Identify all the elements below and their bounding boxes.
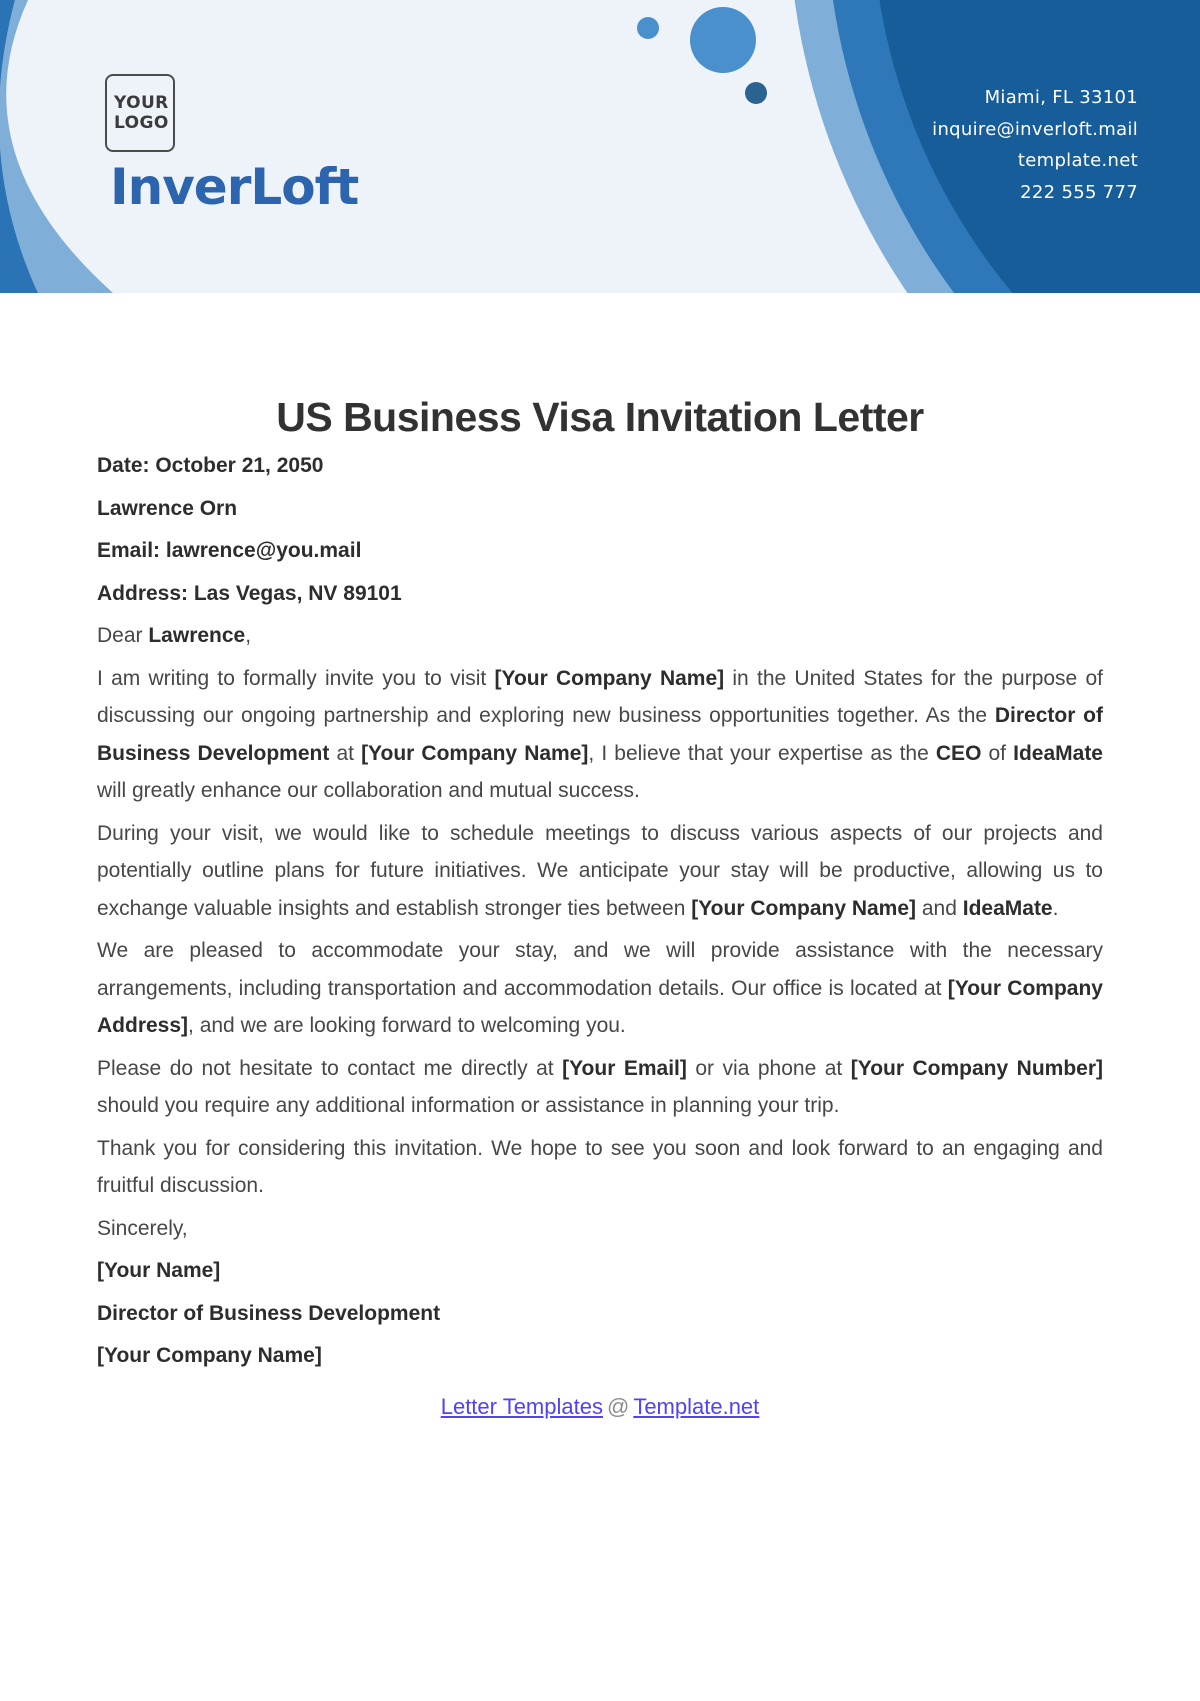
decor-dot-dark	[745, 82, 767, 104]
contact-info	[932, 82, 1138, 208]
text: Please do not hesitate to contact me directly at	[97, 1056, 563, 1080]
template-net-link[interactable]: Template.net	[633, 1393, 760, 1419]
signature-block	[97, 1252, 1103, 1375]
decor-dot-small	[637, 17, 659, 39]
contact-line: template.net	[1017, 150, 1138, 171]
text: , I believe that your expertise as the	[588, 741, 936, 765]
bold-text: IdeaMate	[962, 896, 1053, 920]
meta-line: Lawrence Orn	[97, 496, 238, 520]
bold-text: [Your Company Name]	[494, 666, 725, 690]
text: I am writing to formally invite you to visit	[97, 666, 495, 690]
bold-text: [Your Email]	[562, 1056, 687, 1080]
text: We are pleased to accommodate your stay, and we will provide assistance with the necessary arrangements, including transportation and accommodation details. Our office is located at	[97, 939, 1103, 1000]
body-paragraph	[97, 660, 1103, 810]
text: ,	[245, 624, 252, 647]
bold-text: [Your Company Address]	[97, 976, 1103, 1037]
meta-line: Date: October 21, 2050	[97, 454, 324, 477]
meta-block	[97, 447, 1103, 612]
footer-attribution	[97, 1388, 1103, 1426]
meta-line: Address: Las Vegas, NV 89101	[97, 581, 402, 605]
text: in the United States for the purpose of discussing our ongoing partnership and exploring new business opportunities together. As the	[97, 666, 1103, 727]
letterhead	[0, 0, 1200, 293]
body-paragraph	[97, 932, 1103, 1045]
bold-text: [Your Company Name]	[361, 741, 589, 765]
logo-text-line2: LOGO	[114, 113, 169, 133]
logo-placeholder	[105, 74, 175, 152]
text: at	[329, 741, 362, 765]
contact-line: inquire@inverloft.mail	[932, 118, 1138, 140]
contact-line: 222 555 777	[1020, 181, 1138, 203]
letter-templates-link[interactable]: Letter Templates	[440, 1393, 603, 1419]
decor-dot-large	[690, 7, 756, 73]
signature-line: Director of Business Development	[97, 1301, 441, 1325]
brand-name: InverLoft	[110, 158, 359, 216]
bold-text: IdeaMate	[1013, 741, 1103, 765]
footer-separator: @	[606, 1393, 630, 1419]
contact-line: Miami, FL 33101	[984, 87, 1138, 108]
body-paragraph	[97, 1130, 1103, 1205]
text: or via phone at	[686, 1056, 851, 1080]
text: Dear	[97, 624, 149, 647]
text: and	[916, 896, 963, 920]
text: Thank you for considering this invitation. We hope to see you soon and look forward to an engaging and fruitful discussion.	[97, 1136, 1103, 1197]
logo-text-line1: YOUR	[114, 93, 169, 113]
paragraphs	[97, 660, 1103, 1205]
letter-title: US Business Visa Invitation Letter	[276, 394, 924, 440]
text: of	[981, 741, 1014, 765]
salutation	[97, 617, 1103, 655]
body-paragraph	[97, 1050, 1103, 1125]
bold-text: [Your Company Number]	[850, 1056, 1104, 1080]
text: should you require any additional information or assistance in planning your trip.	[97, 1094, 840, 1117]
signature-line: [Your Company Name]	[97, 1344, 322, 1367]
bold-text: [Your Company Name]	[691, 896, 917, 920]
text: .	[1052, 896, 1059, 920]
text: will greatly enhance our collaboration and mutual success.	[97, 779, 640, 802]
text: During your visit, we would like to schedule meetings to discuss various aspects of our projects and potentially outline plans for future initiatives. We anticipate your stay will be productive, allowing us to exchange valuable insights and establish stronger ties between	[97, 821, 1103, 920]
meta-line: Email: lawrence@you.mail	[97, 539, 362, 562]
bold-text: Lawrence	[148, 624, 246, 647]
body-paragraph	[97, 815, 1103, 928]
bold-text: CEO	[935, 741, 982, 765]
closing-line: Sincerely,	[97, 1216, 188, 1240]
letter-body	[0, 293, 1200, 1426]
bold-text: Director of Business Development	[97, 704, 1103, 765]
signature-line: [Your Name]	[97, 1259, 221, 1282]
text: , and we are looking forward to welcoming you.	[188, 1014, 626, 1037]
